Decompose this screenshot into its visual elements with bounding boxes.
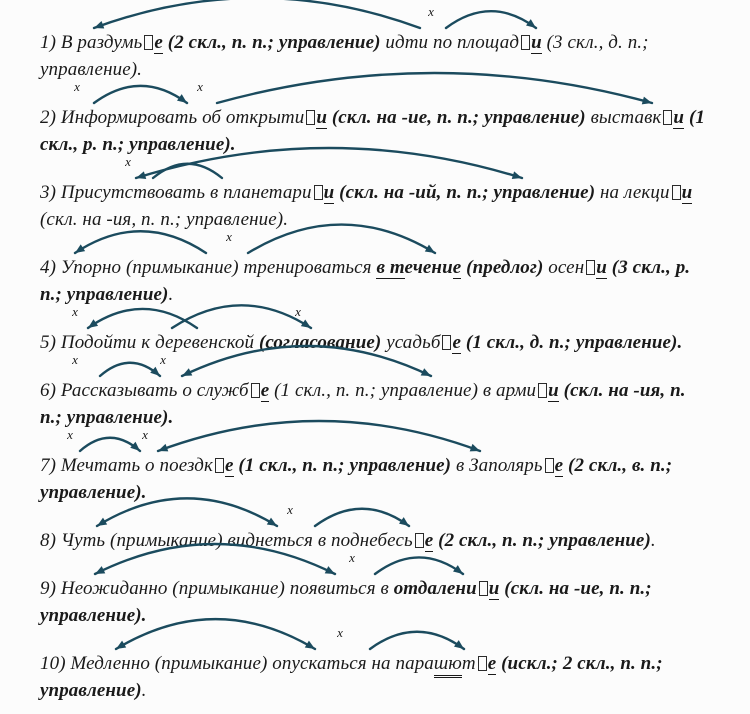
ending-answer-letter: и xyxy=(316,107,328,128)
grammar-note-text: ечени xyxy=(404,257,453,278)
grammar-note-text: (предлог) xyxy=(466,257,544,278)
dependency-arc xyxy=(75,231,206,253)
sentence-text: 6) Рассказывать о служб xyxy=(40,380,249,401)
ending-blank-box xyxy=(306,110,315,125)
item-text xyxy=(0,575,750,629)
ending-answer-letter: и xyxy=(488,578,500,599)
head-word-marker: x xyxy=(197,79,203,94)
head-word-marker: x xyxy=(349,550,355,565)
ending-answer-letter: е xyxy=(154,32,163,53)
ending-blank-box xyxy=(521,35,530,50)
syntax-arc-band xyxy=(0,154,750,179)
arc-arrowhead xyxy=(94,21,104,29)
exercise-item-4 xyxy=(0,229,750,308)
arc-arrowhead xyxy=(130,442,140,451)
ending-blank-box xyxy=(215,458,224,473)
ending-answer-letter: е xyxy=(452,332,462,353)
ending-answer-letter: е xyxy=(424,530,434,551)
arc-arrowhead xyxy=(158,444,168,451)
dependency-arc xyxy=(94,86,187,103)
ending-answer-letter: и xyxy=(673,107,685,128)
item-text xyxy=(0,179,750,233)
arc-arrowhead xyxy=(526,19,536,28)
exercise-item-8 xyxy=(0,502,750,554)
ending-blank-box xyxy=(251,383,260,398)
item-text xyxy=(0,254,750,308)
sentence-text: 3) Присутствовать в планетари xyxy=(40,182,312,203)
ending-blank-box xyxy=(144,35,153,50)
head-word-marker: x xyxy=(287,502,293,517)
grammar-note-text: (скл. на -ия, п. п.; управление). xyxy=(40,380,686,428)
grammar-note-text: (искл.; 2 скл., п. п.; управление) xyxy=(40,653,663,701)
dependency-arc xyxy=(100,363,160,376)
arc-arrowhead xyxy=(177,94,187,103)
arc-arrowhead xyxy=(453,565,463,574)
sentence-text: . xyxy=(650,530,656,551)
sentence-text: в Заполярь xyxy=(451,455,543,476)
syntax-arc-band xyxy=(0,427,750,452)
grammar-note-text: е xyxy=(452,257,462,278)
head-word-marker: x xyxy=(295,304,301,319)
dependency-arc xyxy=(370,632,464,649)
syntax-arc-band xyxy=(0,229,750,254)
item-text xyxy=(0,650,750,704)
ending-answer-letter: и xyxy=(323,182,335,203)
item-text xyxy=(0,527,750,554)
grammar-note-text: (3 скл., р. п.; управление) xyxy=(40,257,691,305)
syntax-arc-band xyxy=(0,304,750,329)
grammar-note-text: (согласование) xyxy=(258,332,382,353)
sentence-text: осен xyxy=(543,257,585,278)
grammar-note-text: (скл. на -ие, п. п.; управление). xyxy=(40,578,652,626)
head-word-marker: x xyxy=(74,79,80,94)
item-text xyxy=(0,452,750,506)
syntax-arc-band xyxy=(0,625,750,650)
ending-answer-letter: и xyxy=(548,380,559,401)
grammar-note-text: (2 скл., п. п.; управление) xyxy=(438,530,651,551)
head-word-marker: x xyxy=(337,625,343,640)
ending-answer-letter: и xyxy=(681,182,693,203)
sentence-text: (1 скл., п. п.; управление) в арми xyxy=(269,380,537,401)
head-word-marker: x xyxy=(142,427,148,442)
sentence-text: 5) Подойти к деревенской xyxy=(40,332,259,353)
sentence-text: идти по площад xyxy=(380,32,520,53)
sentence-text: выставк xyxy=(585,107,662,128)
sentence-text: (3 скл., д. п.; управление). xyxy=(40,32,649,80)
exercise-item-10 xyxy=(0,625,750,704)
arc-arrowhead xyxy=(150,367,160,376)
sentence-text: т xyxy=(461,653,476,674)
exercise-item-5 xyxy=(0,304,750,356)
ending-blank-box xyxy=(415,533,424,548)
dependency-arc xyxy=(88,309,197,328)
dependency-arc xyxy=(446,11,536,28)
head-word-marker: x xyxy=(67,427,73,442)
ending-answer-letter: и xyxy=(596,257,607,278)
ending-blank-box xyxy=(479,581,488,596)
sentence-text: 1) В раздумь xyxy=(40,32,143,53)
grammar-note-text: (2 скл., в. п.; управление). xyxy=(40,455,673,503)
sentence-text: шю xyxy=(434,653,462,678)
sentence-text: 7) Мечтать о поездк xyxy=(40,455,213,476)
ending-blank-box xyxy=(442,335,451,350)
ending-answer-letter: е xyxy=(260,380,270,401)
head-word-marker: x xyxy=(428,4,434,19)
sentence-text: . xyxy=(168,284,174,305)
grammar-note-text: (1 скл., р. п.; управление). xyxy=(40,107,705,155)
grammar-note-text: (1 скл., п. п.; управление) xyxy=(238,455,452,476)
dependency-arc xyxy=(94,0,420,28)
ending-answer-letter: е xyxy=(487,653,497,674)
arc-arrowhead xyxy=(512,171,522,179)
ending-answer-letter: е xyxy=(554,455,564,476)
ending-blank-box xyxy=(314,185,323,200)
item-text xyxy=(0,377,750,431)
arc-arrowhead xyxy=(470,444,480,451)
head-word-marker: x xyxy=(160,352,166,367)
head-word-marker: x xyxy=(72,352,78,367)
arc-arrowhead xyxy=(136,171,146,179)
sentence-text: (скл. на -ия, п. п.; управление). xyxy=(40,209,289,230)
dependency-arc xyxy=(315,509,409,526)
syntax-arc-band xyxy=(0,550,750,575)
sentence-text: . xyxy=(141,680,147,701)
exercise-item-3 xyxy=(0,154,750,233)
sentence-text: 2) Информировать об открыти xyxy=(40,107,305,128)
exercise-item-6 xyxy=(0,352,750,431)
head-word-marker: x xyxy=(72,304,78,319)
sentence-text: 10) Медленно (примыкание) опускаться на пара xyxy=(40,653,434,674)
dependency-arc xyxy=(80,438,140,451)
ending-answer-letter: и xyxy=(531,32,542,53)
grammar-note-text: в т xyxy=(376,257,405,278)
sentence-text: на лекци xyxy=(595,182,670,203)
grammar-note-text: отдалени xyxy=(393,578,477,599)
item-text xyxy=(0,329,750,356)
grammar-note-text: (2 скл., п. п.; управление) xyxy=(167,32,381,53)
grammar-note-text: (1 скл., д. п.; управление). xyxy=(465,332,683,353)
arc-arrowhead xyxy=(399,517,409,526)
ending-answer-letter: е xyxy=(224,455,234,476)
ending-blank-box xyxy=(586,260,595,275)
ending-blank-box xyxy=(663,110,672,125)
sentence-text: 4) Упорно (примыкание) тренироваться xyxy=(40,257,377,278)
ending-blank-box xyxy=(478,656,487,671)
syntax-arc-band xyxy=(0,502,750,527)
exercise-item-2 xyxy=(0,79,750,158)
ending-blank-box xyxy=(538,383,547,398)
exercise-item-7 xyxy=(0,427,750,506)
ending-blank-box xyxy=(672,185,681,200)
head-word-marker: x xyxy=(125,154,131,169)
arc-arrowhead xyxy=(454,640,464,649)
grammar-note-text: (скл. на -ий, п. п.; управление) xyxy=(339,182,596,203)
ending-blank-box xyxy=(545,458,554,473)
sentence-text: 9) Неожиданно (примыкание) появиться в xyxy=(40,578,394,599)
exercise-item-1 xyxy=(0,4,750,83)
dependency-arc xyxy=(375,557,463,574)
syntax-arc-band xyxy=(0,4,750,29)
sentence-text: 8) Чуть (примыкание) виднеться в поднебесь xyxy=(40,530,413,551)
syntax-arc-band xyxy=(0,352,750,377)
grammar-note-text: (скл. на -ие, п. п.; управление) xyxy=(331,107,586,128)
sentence-text: усадьб xyxy=(381,332,441,353)
head-word-marker: x xyxy=(226,229,232,244)
syntax-arc-band xyxy=(0,79,750,104)
exercise-item-9 xyxy=(0,550,750,629)
